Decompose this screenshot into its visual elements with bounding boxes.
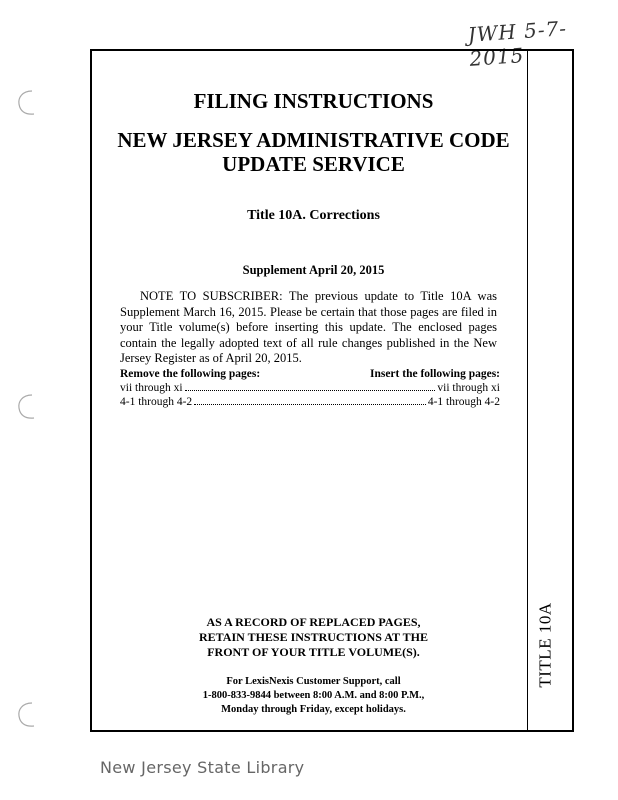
- subtitle-line: NEW JERSEY ADMINISTRATIVE CODE: [117, 128, 510, 152]
- punch-hole-mark: [14, 700, 40, 730]
- dot-leader: [185, 390, 436, 391]
- support-line: 1-800-833-9844 between 8:00 A.M. and 8:00 P.M.,: [202, 690, 425, 701]
- subtitle-line: UPDATE SERVICE: [222, 152, 405, 176]
- record-line: FRONT OF YOUR TITLE VOLUME(S).: [207, 645, 420, 659]
- dot-leader: [194, 404, 426, 405]
- page-table-header: [120, 367, 500, 381]
- record-line: AS A RECORD OF REPLACED PAGES,: [206, 615, 421, 629]
- support-line: Monday through Friday, except holidays.: [221, 704, 406, 715]
- punch-hole-mark: [14, 392, 40, 422]
- insert-header: Insert the following pages:: [369, 368, 500, 380]
- library-watermark: New Jersey State Library: [100, 758, 305, 777]
- record-notice: [110, 615, 517, 660]
- subscriber-note-text: NOTE TO SUBSCRIBER: The previous update to Title 10A was Supplement March 16, 2015. Please be certain that those pages are filed in your Title volume(s) before inserting this update. The enclosed pages contain the legally adopted text of all rule changes published in the New Jersey Register as of April 20, 2015.: [120, 289, 497, 365]
- table-row: [120, 395, 500, 409]
- remove-pages: 4-1 through 4-2: [120, 396, 193, 408]
- record-line: RETAIN THESE INSTRUCTIONS AT THE: [199, 630, 428, 644]
- supplement-date: Supplement April 20, 2015: [242, 263, 385, 277]
- document-subtitle: [110, 128, 517, 176]
- page-replacement-table: [120, 367, 500, 409]
- punch-hole-mark: [14, 88, 40, 118]
- support-line: For LexisNexis Customer Support, call: [226, 676, 401, 687]
- remove-header: Remove the following pages:: [120, 368, 261, 380]
- document-title: FILING INSTRUCTIONS: [193, 89, 434, 113]
- title-tab-label: TITLE 10A: [536, 602, 556, 688]
- insert-pages: 4-1 through 4-2: [427, 396, 500, 408]
- title-section: Title 10A. Corrections: [247, 208, 380, 223]
- remove-pages: vii through xi: [120, 382, 183, 394]
- insert-pages: vii through xi: [437, 382, 500, 394]
- title-tab: [526, 590, 566, 700]
- handwritten-annotation: JWH 5-7-2015: [466, 15, 568, 71]
- table-row: [120, 381, 500, 395]
- subscriber-note: [120, 289, 497, 367]
- customer-support: [110, 675, 517, 717]
